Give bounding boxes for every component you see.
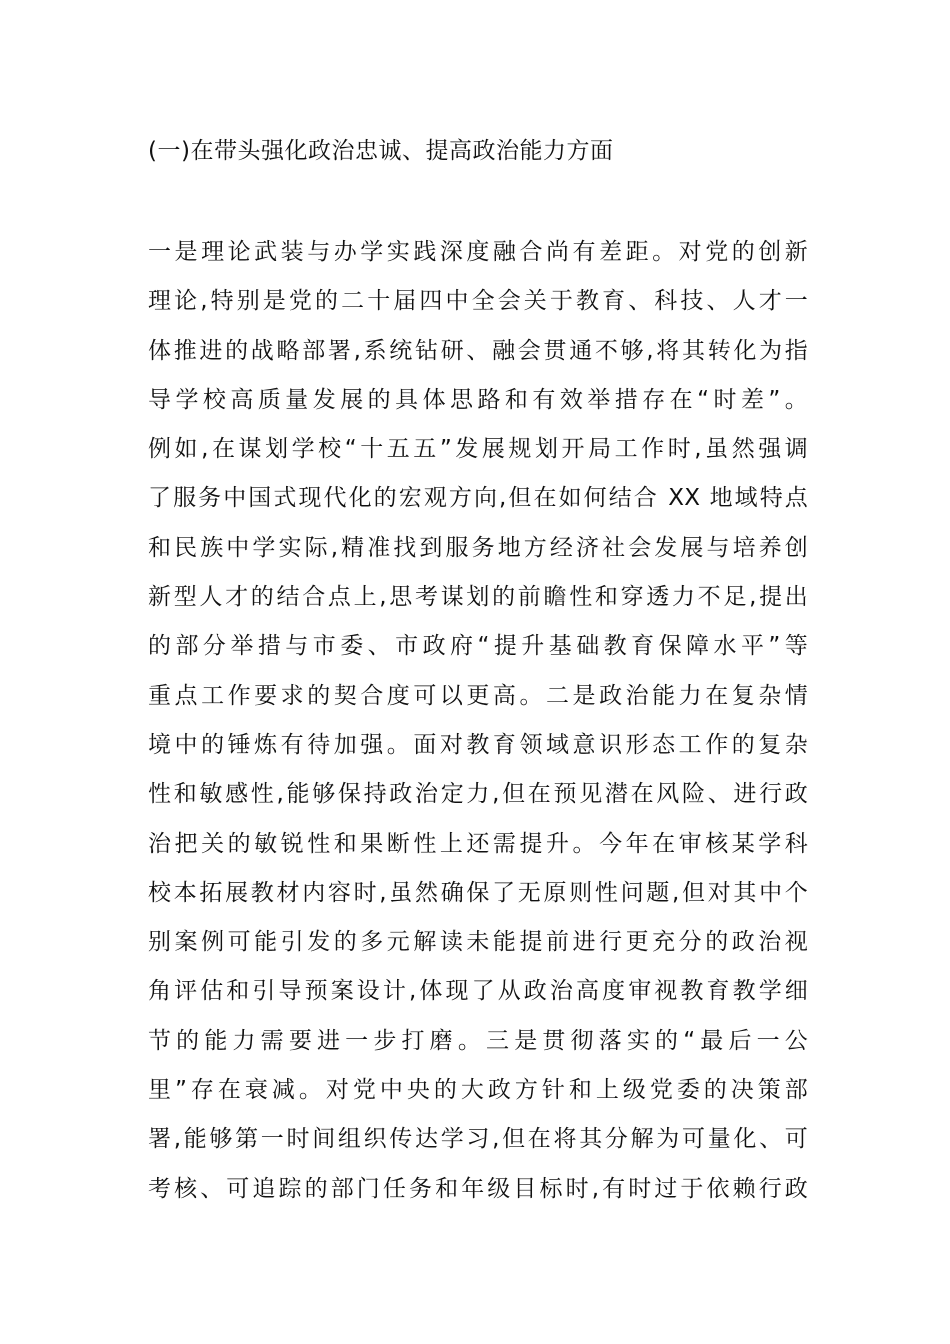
paragraph-line: 了服务中国式现代化的宏观方向,但在如何结合 XX 地域特点 [148, 485, 808, 512]
paragraph-line: 性和敏感性,能够保持政治定力,但在预见潜在风险、进行政 [148, 781, 808, 808]
paragraph-line: 例如,在谋划学校“十五五”发展规划开局工作时,虽然强调 [148, 436, 808, 463]
paragraph-line: 理论,特别是党的二十届四中全会关于教育、科技、人才一 [148, 288, 808, 315]
paragraph-line: 治把关的敏锐性和果断性上还需提升。今年在审核某学科 [148, 830, 808, 857]
paragraph-line: 新型人才的结合点上,思考谋划的前瞻性和穿透力不足,提出 [148, 584, 808, 611]
section-heading: (一)在带头强化政治忠诚、提高政治能力方面 [148, 138, 614, 164]
body-paragraph [148, 232, 808, 1218]
paragraph-line: 校本拓展教材内容时,虽然确保了无原则性问题,但对其中个 [148, 879, 808, 906]
paragraph-line: 的部分举措与市委、市政府“提升基础教育保障水平”等 [148, 633, 808, 660]
paragraph-line: 节的能力需要进一步打磨。三是贯彻落实的“最后一公 [148, 1027, 808, 1054]
paragraph-line: 境中的锤炼有待加强。面对教育领域意识形态工作的复杂 [148, 731, 808, 758]
paragraph-line: 体推进的战略部署,系统钻研、融会贯通不够,将其转化为指 [148, 337, 808, 364]
paragraph-line: 里”存在衰减。对党中央的大政方针和上级党委的决策部 [148, 1077, 808, 1104]
paragraph-line: 考核、可追踪的部门任务和年级目标时,有时过于依赖行政 [148, 1175, 808, 1202]
paragraph-line: 一是理论武装与办学实践深度融合尚有差距。对党的创新 [148, 239, 808, 265]
paragraph-line: 别案例可能引发的多元解读未能提前进行更充分的政治视 [148, 929, 808, 956]
paragraph-line: 角评估和引导预案设计,体现了从政治高度审视教育教学细 [148, 978, 808, 1005]
paragraph-line: 重点工作要求的契合度可以更高。二是政治能力在复杂情 [148, 682, 808, 709]
paragraph-line: 和民族中学实际,精准找到服务地方经济社会发展与培养创 [148, 534, 808, 561]
paragraph-line: 导学校高质量发展的具体思路和有效举措存在“时差”。 [148, 386, 808, 413]
paragraph-line: 署,能够第一时间组织传达学习,但在将其分解为可量化、可 [148, 1126, 808, 1153]
